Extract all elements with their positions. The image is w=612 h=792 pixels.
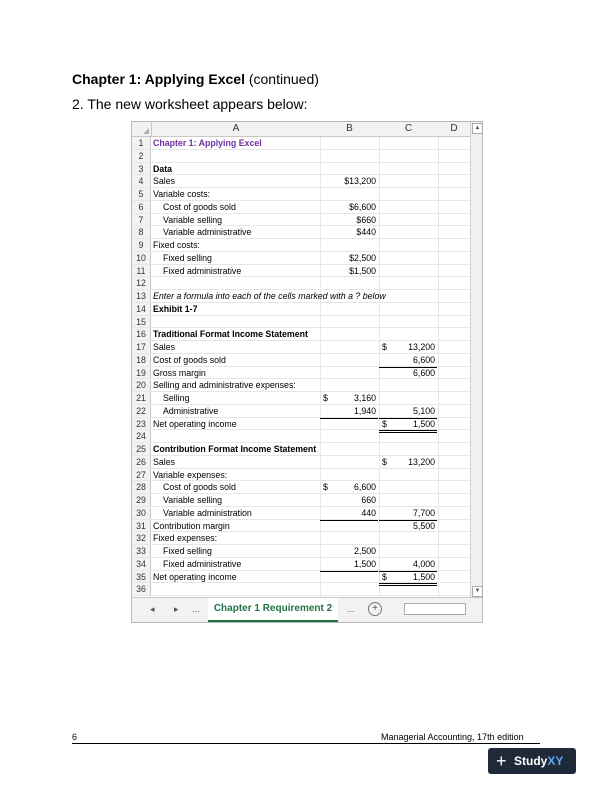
cell-b[interactable]: 3,160	[353, 393, 376, 403]
cell-a[interactable]: Gross margin	[153, 367, 206, 378]
worksheet-row	[132, 316, 470, 329]
cell-b[interactable]: 440	[320, 507, 378, 521]
worksheet-row	[132, 175, 470, 188]
cell-c[interactable]: 13,200	[408, 342, 435, 352]
worksheet-row	[132, 520, 470, 533]
row-number[interactable]: 21	[132, 392, 151, 404]
row-number[interactable]: 35	[132, 571, 151, 583]
row-number[interactable]: 20	[132, 379, 151, 391]
cell-a[interactable]: Enter a formula into each of the cells marked with a ? below	[153, 291, 386, 301]
worksheet-row	[132, 430, 470, 443]
cell-b[interactable]: 6,600	[353, 482, 376, 493]
worksheet-row	[132, 443, 470, 456]
row-number[interactable]: 6	[132, 201, 151, 213]
cell-b[interactable]: $13,200	[344, 176, 376, 187]
cell-c-currency: $	[382, 418, 387, 429]
worksheet-row	[132, 328, 470, 341]
col-header-d[interactable]: D	[450, 123, 458, 134]
cell-c[interactable]: 4,000	[379, 558, 437, 572]
row-number[interactable]: 5	[132, 188, 151, 200]
row-number[interactable]: 26	[132, 456, 151, 468]
row-number[interactable]: 18	[132, 354, 151, 366]
cell-a[interactable]: Contribution Format Income Statement	[153, 444, 317, 454]
book-title: Managerial Accounting, 17th edition	[381, 732, 524, 742]
worksheet-row	[132, 265, 470, 278]
cell-b[interactable]: 1,500	[320, 558, 378, 572]
more-sheets-left[interactable]: ...	[192, 604, 200, 614]
cell-a[interactable]: Fixed selling	[163, 546, 212, 556]
cell-a[interactable]: Exhibit 1-7	[153, 303, 198, 314]
col-header-a[interactable]: A	[232, 123, 240, 134]
worksheet-row	[132, 354, 470, 367]
cell-c[interactable]: 7,700	[379, 507, 437, 521]
scroll-down-icon[interactable]: ▼	[472, 586, 483, 597]
cell-a[interactable]: Variable expenses:	[153, 469, 228, 480]
cell-a[interactable]: Fixed expenses:	[153, 533, 218, 544]
worksheet-rows	[132, 137, 470, 596]
cell-a[interactable]: Traditional Format Income Statement	[153, 329, 308, 340]
worksheet-row	[132, 494, 470, 507]
column-header-bar	[132, 122, 482, 137]
row-number[interactable]: 4	[132, 175, 151, 187]
cell-b[interactable]: 2,500	[353, 546, 376, 556]
row-number[interactable]: 11	[132, 265, 151, 277]
worksheet-row	[132, 303, 470, 316]
worksheet-row	[132, 571, 470, 584]
cell-a[interactable]: Selling and administrative expenses:	[153, 380, 296, 391]
cell-c[interactable]: 5,100	[379, 405, 437, 419]
row-number[interactable]: 3	[132, 163, 151, 175]
worksheet-row	[132, 456, 470, 469]
row-number[interactable]: 24	[132, 430, 151, 442]
cell-a[interactable]: Variable administration	[163, 507, 252, 518]
worksheet-row	[132, 379, 470, 392]
studyxy-logo	[488, 748, 576, 774]
cell-b-currency: $	[323, 393, 328, 403]
row-number[interactable]: 31	[132, 520, 151, 532]
row-number[interactable]: 9	[132, 239, 151, 251]
row-number[interactable]: 34	[132, 558, 151, 570]
worksheet-row	[132, 341, 470, 354]
row-number[interactable]: 19	[132, 367, 151, 379]
cell-a[interactable]: Sales	[153, 456, 176, 467]
row-number[interactable]: 28	[132, 481, 151, 493]
cell-c[interactable]: 13,200	[408, 456, 435, 467]
worksheet-row	[132, 583, 470, 596]
worksheet-row	[132, 507, 470, 520]
cell-a[interactable]: Sales	[153, 342, 176, 352]
worksheet-row	[132, 226, 470, 239]
cell-a[interactable]: Cost of goods sold	[163, 201, 236, 212]
add-sheet-icon[interactable]: +	[368, 602, 382, 616]
worksheet-row	[132, 545, 470, 558]
row-number[interactable]: 8	[132, 226, 151, 238]
prev-sheet-icon[interactable]: ◂	[150, 604, 155, 614]
cell-c[interactable]: 1,500	[379, 571, 437, 587]
row-number[interactable]: 13	[132, 290, 151, 302]
cell-b[interactable]: $1,500	[349, 265, 376, 276]
cell-a[interactable]: Cost of goods sold	[163, 482, 236, 493]
cell-a[interactable]: Cost of goods sold	[153, 354, 226, 365]
cell-b[interactable]: $6,600	[349, 201, 376, 212]
cell-a[interactable]: Variable selling	[163, 495, 223, 505]
worksheet	[131, 121, 483, 623]
row-number[interactable]: 27	[132, 469, 151, 481]
worksheet-row	[132, 214, 470, 227]
col-header-c[interactable]: C	[404, 123, 413, 134]
heading-rest: (continued)	[244, 71, 319, 87]
row-number[interactable]: 1	[132, 137, 151, 149]
row-number[interactable]: 23	[132, 418, 151, 430]
intro-text: 2. The new worksheet appears below:	[72, 96, 308, 112]
vertical-scrollbar[interactable]	[470, 122, 482, 598]
cell-a[interactable]: Net operating income	[153, 571, 237, 582]
worksheet-row	[132, 150, 470, 163]
row-number[interactable]: 12	[132, 277, 151, 289]
worksheet-row	[132, 239, 470, 252]
row-number[interactable]: 2	[132, 150, 151, 162]
cell-b[interactable]: 1,940	[320, 405, 378, 419]
worksheet-row	[132, 137, 470, 150]
cell-a[interactable]: Fixed administrative	[163, 558, 242, 569]
cell-b[interactable]: $440	[356, 227, 376, 238]
col-header-b[interactable]: B	[346, 123, 353, 134]
cell-b[interactable]: 660	[361, 495, 376, 505]
row-number[interactable]: 36	[132, 583, 151, 595]
heading-bold: Chapter 1: Applying Excel	[72, 71, 245, 87]
cell-a[interactable]: Data	[153, 163, 173, 174]
cell-c[interactable]: 1,500	[379, 418, 437, 434]
cell-c[interactable]: 5,500	[412, 520, 435, 531]
row-number[interactable]: 16	[132, 328, 151, 340]
worksheet-row	[132, 252, 470, 265]
cell-a[interactable]: Variable administrative	[163, 227, 252, 238]
worksheet-row	[132, 290, 470, 303]
cell-b[interactable]: $660	[356, 214, 376, 225]
horizontal-scrollbar[interactable]	[404, 603, 466, 615]
worksheet-row	[132, 469, 470, 482]
worksheet-row	[132, 201, 470, 214]
cell-a[interactable]: Fixed costs:	[153, 240, 200, 250]
cell-c-currency: $	[382, 342, 387, 352]
cell-c-currency: $	[382, 571, 387, 582]
cell-a[interactable]: Variable selling	[163, 214, 223, 225]
row-number[interactable]: 17	[132, 341, 151, 353]
sheet-tab-bar	[132, 597, 482, 622]
page-number: 6	[72, 732, 78, 742]
row-number[interactable]: 30	[132, 507, 151, 519]
footer-rule	[72, 743, 540, 744]
row-number[interactable]: 29	[132, 494, 151, 506]
cell-a[interactable]: Chapter 1: Applying Excel	[153, 138, 262, 148]
worksheet-row	[132, 532, 470, 545]
cell-a[interactable]: Contribution margin	[153, 520, 230, 531]
row-number[interactable]: 14	[132, 303, 151, 315]
cell-c-currency: $	[382, 456, 387, 467]
row-number[interactable]: 32	[132, 532, 151, 544]
row-number[interactable]: 7	[132, 214, 151, 226]
row-number[interactable]: 25	[132, 443, 151, 455]
logo-text: Study	[514, 754, 548, 768]
cell-b[interactable]: $2,500	[349, 252, 376, 263]
worksheet-row	[132, 277, 470, 290]
row-number[interactable]: 15	[132, 316, 151, 328]
row-number[interactable]: 33	[132, 545, 151, 557]
cell-c[interactable]: 6,600	[379, 354, 437, 368]
logo-text-accent: XY	[547, 754, 564, 768]
cell-c[interactable]: 6,600	[412, 367, 435, 378]
more-sheets-right[interactable]: ...	[347, 604, 355, 614]
worksheet-row	[132, 418, 470, 431]
select-all-corner[interactable]	[132, 122, 152, 136]
cell-a[interactable]: Variable costs:	[153, 189, 211, 199]
page-heading	[72, 71, 319, 87]
scroll-up-icon[interactable]: ▲	[472, 123, 483, 134]
plus-icon: +	[496, 751, 507, 771]
worksheet-row	[132, 392, 470, 405]
worksheet-row	[132, 405, 470, 418]
worksheet-row	[132, 163, 470, 176]
cell-a[interactable]: Selling	[163, 393, 190, 403]
sheet-tab-chapter-1-requirement-2[interactable]: Chapter 1 Requirement 2	[208, 598, 338, 622]
cell-a[interactable]: Administrative	[163, 405, 219, 416]
worksheet-row	[132, 367, 470, 380]
worksheet-row	[132, 558, 470, 571]
worksheet-row	[132, 188, 470, 201]
cell-a[interactable]: Net operating income	[153, 418, 237, 429]
cell-a[interactable]: Sales	[153, 176, 176, 187]
worksheet-row	[132, 481, 470, 494]
next-sheet-icon[interactable]: ▸	[174, 604, 179, 614]
row-number[interactable]: 10	[132, 252, 151, 264]
row-number[interactable]: 22	[132, 405, 151, 417]
cell-a[interactable]: Fixed selling	[163, 252, 212, 263]
cell-b-currency: $	[323, 482, 328, 493]
cell-a[interactable]: Fixed administrative	[163, 265, 242, 276]
